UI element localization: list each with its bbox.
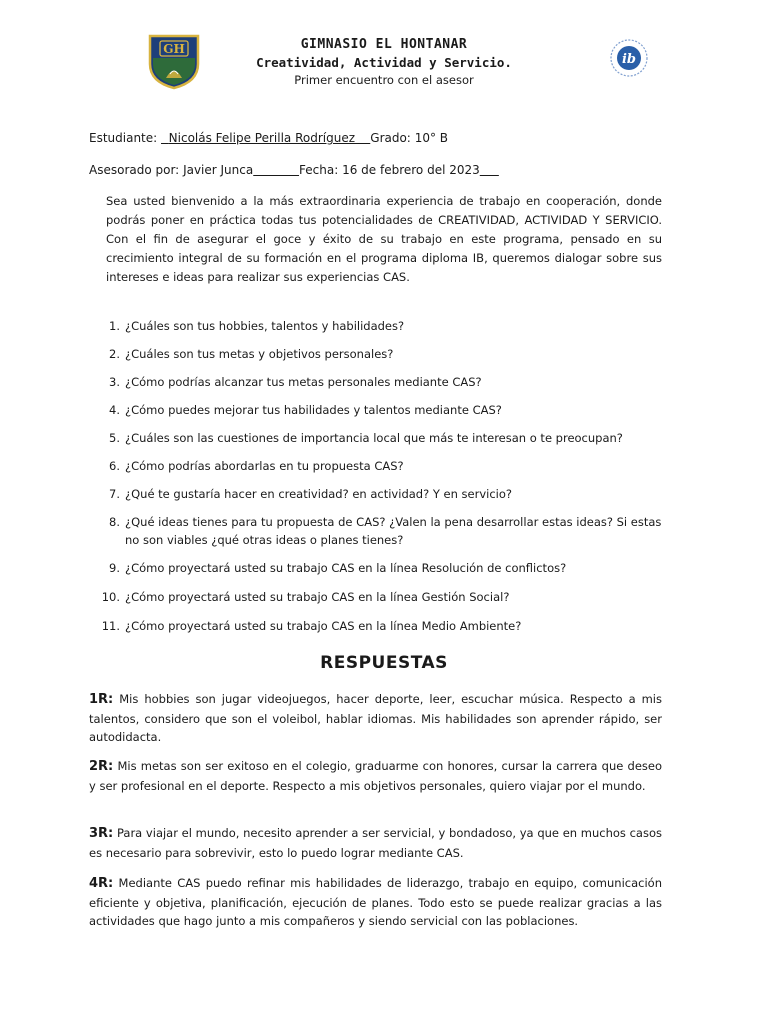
shield-monogram: GH xyxy=(163,42,185,56)
question-text: ¿Cómo puedes mejorar tus habilidades y talentos mediante CAS? xyxy=(125,403,502,417)
grade-value: 10° B xyxy=(414,131,449,145)
answer-text: Para viajar el mundo, necesito aprender a ser servicial, y bondadoso, ya que en muchos casos es necesario para sobrevivir, esto lo puedo lograr mediante CAS. xyxy=(89,826,662,860)
question-text: ¿Qué ideas tienes para tu propuesta de CAS? ¿Valen la pena desarrollar estas ideas? Si estas no son viables ¿qué otras ideas o planes tienes? xyxy=(125,515,662,547)
question-text: ¿Cómo proyectará usted su trabajo CAS en la línea Gestión Social? xyxy=(125,590,510,604)
answer-block xyxy=(89,690,662,747)
student-name: Nicolás Felipe Perilla Rodríguez xyxy=(168,131,355,145)
advisor-label: Asesorado por: xyxy=(89,163,180,177)
program-name: Creatividad, Actividad y Servicio. xyxy=(256,55,512,70)
answer-label: 1R: xyxy=(89,692,114,707)
question-text: ¿Cuáles son tus metas y objetivos personales? xyxy=(125,347,394,361)
question-text: ¿Cómo proyectará usted su trabajo CAS en la línea Resolución de conflictos? xyxy=(125,561,567,575)
question-text: ¿Qué te gustaría hacer en creatividad? en actividad? Y en servicio? xyxy=(125,487,512,501)
school-name: GIMNASIO EL HONTANAR xyxy=(300,37,468,52)
grade-label: Grado: xyxy=(370,131,411,145)
intro-paragraph: Sea usted bienvenido a la más extraordinaria experiencia de trabajo en cooperación, donde podrás poner en práctica todas tus potencialidades de CREATIVIDAD, ACTIVIDAD Y SERVICIO. Con el fin de asegurar el goce y éxito de su trabajo en este programa, pensado en su crecimiento integral de su formación en el programa diploma IB, queremos dialogar sobre sus intereses e ideas para realizar sus experiencias CAS. xyxy=(106,194,662,284)
answers-heading: RESPUESTAS xyxy=(320,653,448,673)
question-list: 1. ¿Cuáles son tus hobbies, talentos y habilidades? 2. ¿Cuáles son tus metas y objetivos personales? 3. ¿Cómo podrías alcanzar tus metas personales mediante CAS? 4. ¿Cómo puedes mejorar tus habilidades y talentos mediante CAS? 5. ¿Cuáles son las cuestiones de importancia local que más te interesan o te preocupan? 6. ¿Cómo podrías abordarlas en tu propuesta CAS? 7. ¿Qué te gustaría hacer en creatividad? en actividad? Y en servicio? 8. ¿Qué ideas tienes para tu propuesta de CAS? ¿Valen la pena desarrollar estas ideas? Si estas no son viables ¿qué otras ideas o planes tienes? 9. ¿Cómo proyectará usted su trabajo CAS en la línea Resolución de conflictos? 10. ¿Cómo proyectará usted su trabajo CAS en la línea Gestión Social? 11. ¿Cómo proyectará usted su trabajo CAS en la línea Medio Ambiente? xyxy=(0,0,768,1024)
answer-text: Mediante CAS puedo refinar mis habilidades de liderazgo, trabajo en equipo, comunicación eficiente y objetiva, planificación, ejecución de planes. Todo esto se puede realizar gracias a las actividades que hago junto a mis compañeros y siendo servicial con las poblaciones. xyxy=(89,876,662,928)
question-text: ¿Cuáles son tus hobbies, talentos y habilidades? xyxy=(125,319,405,333)
answer-label: 2R: xyxy=(89,759,114,774)
date-value: 16 de febrero del 2023 xyxy=(342,163,480,177)
question-text: ¿Cómo podrías abordarlas en tu propuesta CAS? xyxy=(125,459,404,473)
advisor-name: Javier Junca xyxy=(183,163,254,177)
answer-text: Mis hobbies son jugar videojuegos, hacer deporte, leer, escuchar música. Respecto a mis talentos, considero que son el voleibol, hablar idiomas. Mis habilidades son aprender rápido, ser autodidacta. xyxy=(89,692,662,744)
answer-block xyxy=(89,757,662,795)
ib-letters: ib xyxy=(621,52,637,67)
answer-block xyxy=(89,874,662,931)
question-text: ¿Cómo podrías alcanzar tus metas personales mediante CAS? xyxy=(125,375,482,389)
answer-text: Mis metas son ser exitoso en el colegio, graduarme con honores, cursar la carrera que deseo y ser profesional en el deporte. Respecto a mis objetivos personales, quiero viajar por el mundo. xyxy=(89,759,663,793)
document-subtitle: Primer encuentro con el asesor xyxy=(294,73,474,87)
question-text: ¿Cuáles son las cuestiones de importancia local que más te interesan o te preocupan? xyxy=(125,431,623,445)
date-label: Fecha: xyxy=(299,163,339,177)
student-label: Estudiante: xyxy=(89,131,158,145)
answer-block xyxy=(89,824,662,862)
answer-label: 4R: xyxy=(89,876,114,891)
answer-label: 3R: xyxy=(89,826,114,841)
question-text: ¿Cómo proyectará usted su trabajo CAS en la línea Medio Ambiente? xyxy=(125,619,522,633)
